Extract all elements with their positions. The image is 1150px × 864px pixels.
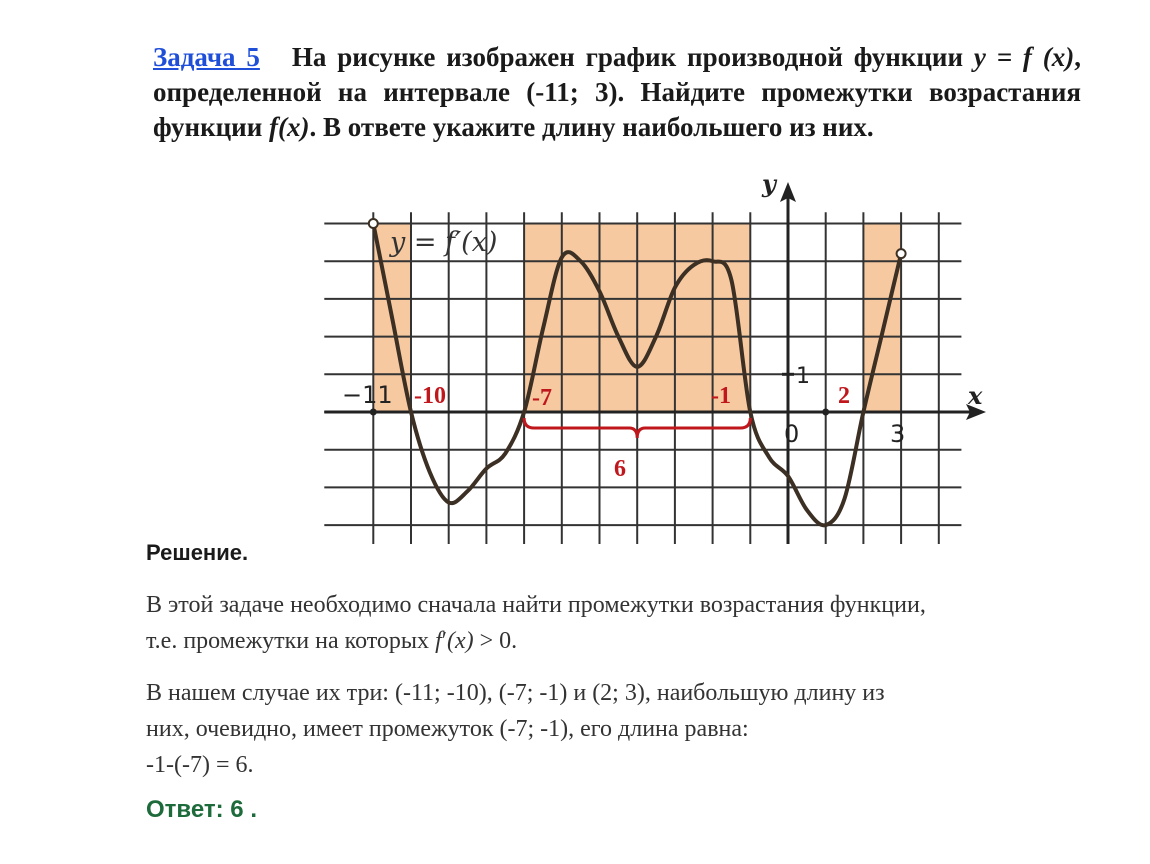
solution-line-5: -1-(-7) = 6. (146, 752, 254, 778)
solution-x: (x) (446, 628, 474, 654)
x-axis-label: x (968, 381, 983, 410)
tick-label-one: 1 (796, 364, 810, 389)
point-minus-11 (370, 409, 377, 416)
open-endpoint-0 (369, 219, 378, 228)
x-tick-dot-1 (822, 409, 829, 416)
solution-line-2-pre: т.е. промежутки на которых (146, 628, 436, 654)
solution-line-3: В нашем случае их три: (-11; -10), (-7; -1) и (2; 3), наибольшую длину из (146, 680, 885, 706)
problem-text-3: . В ответе укажите длину наибольшего из них. (309, 112, 874, 142)
solution-paragraph-2 (146, 675, 1106, 783)
tick-label-minus-11: −11 (342, 381, 393, 409)
open-endpoint-1 (897, 249, 906, 258)
tick-label-three: 3 (890, 420, 906, 448)
problem-text-2: , определенной на интервале (-11; 3). Найдите промежутки возрастания функции (153, 42, 1082, 142)
point-label-two: 2 (838, 383, 850, 409)
point-label-minus-1: -1 (711, 383, 731, 409)
solution-line-4: них, очевидно, имеет промежуток (-7; -1), его длина равна: (146, 716, 749, 742)
problem-statement (153, 40, 1081, 145)
tick-label-zero: 0 (784, 420, 800, 448)
brace-length-label: 6 (614, 456, 626, 482)
function-y: y = f (x) (973, 42, 1075, 72)
solution-line-1: В этой задаче необходимо сначала найти промежутки возрастания функции, (146, 592, 926, 618)
solution-paragraph-1 (146, 587, 1106, 659)
solution-title: Решение. (146, 540, 249, 565)
curve-label: y = f′(x) (390, 227, 498, 258)
solution-f: f (435, 628, 442, 654)
problem-text-1: На рисунке изображен график производной функции (291, 42, 974, 72)
point-label-minus-10: -10 (414, 383, 446, 409)
point-label-minus-7: -7 (532, 385, 552, 411)
derivative-graph (300, 168, 1000, 548)
y-axis-label: y (762, 169, 776, 198)
solution-line-2-post: > 0. (473, 628, 518, 654)
problem-label[interactable]: Задача 5 (153, 42, 260, 72)
function-f: f(x) (269, 112, 310, 142)
answer: Ответ: 6 . (146, 796, 257, 823)
solution-prime: ′ (441, 628, 447, 654)
